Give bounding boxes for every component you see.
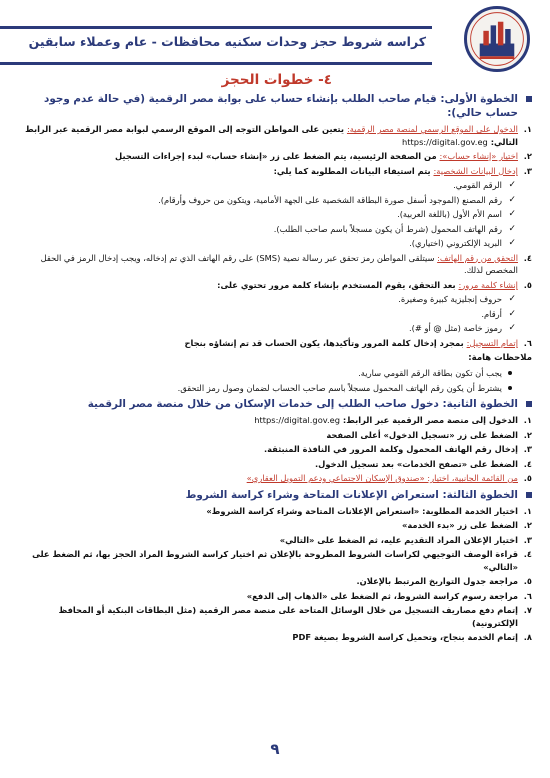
step1-item-1: ١. الدخول على الموقع الرسمي لمنصة مصر الرقمية: يتعين على المواطن التوجه إلى الموقع الرسمي لبوابة مصر الرقمية عبر الرابط التالي: https://digital.gov.eg [25, 124, 532, 147]
step3-item-4: ٤. قراءة الوصف التوجيهي لكراسات الشروط المطروحة بالإعلان ثم اختيار كراسة الشروط المراد الحجز بها، ثم الضغط على «التالي» [32, 549, 532, 572]
step1-item-6: ٦. إتمام التسجيل: بمجرد إدخال كلمة المرور وتأكيدها، يكون الحساب قد تم إنشاؤه بنجاح [184, 337, 532, 348]
check-icon: ✓ [508, 223, 516, 234]
square-bullet-icon [526, 96, 532, 102]
check-item: ✓ اسم الأم الأول (باللغة العربية). [397, 209, 516, 219]
check-item: ✓ رقم المصنع (الموجود أسفل صورة البطاقة الشخصية على الجهة الأمامية، ويتكون من حروف وأرقام). [158, 194, 516, 205]
check-item: ✓ حروف إنجليزية كبيرة وصغيرة. [398, 294, 516, 304]
step1-item-5: ٥. إنشاء كلمة مرور: بعد التحقق، يقوم المستخدم بإنشاء كلمة مرور تحتوي على: [217, 279, 532, 290]
notes-heading: ملاحظات هامة: [468, 353, 532, 363]
page-content [18, 72, 532, 644]
bullet-dot-icon [508, 386, 512, 390]
check-icon: ✓ [508, 323, 516, 333]
step1-item-4: ٤. التحقق من رقم الهاتف: سيتلقى المواطن رمز تحقق عبر رسالة نصية (SMS) على رقم الهاتف الذي تم إدخاله، ويجب إدخال الرمز في الحقل المخصص لذلك. [40, 252, 532, 275]
page-number: ٩ [270, 740, 280, 758]
check-item: ✓ رموز خاصة (مثل @ أو #). [409, 323, 516, 333]
step3-heading: الخطوة الثالثة: استعراض الإعلانات المتاحة وشراء كراسة الشروط [18, 488, 532, 502]
step3-item-3: ٣. اختيار الإعلان المراد التقديم عليه، ثم الضغط على «التالي» [279, 534, 532, 545]
check-icon: ✓ [508, 194, 516, 205]
step2-item-5: ٥. من القائمة الجانبية، اختيار: «صندوق الإسكان الاجتماعي ودعم التمويل العقاري» [246, 473, 532, 483]
check-icon: ✓ [508, 209, 516, 219]
check-icon: ✓ [508, 180, 516, 190]
note-item: يشترط أن يكون رقم الهاتف المحمول مسجلاً باسم صاحب الحساب لضمان وصول رمز التحقق. [18, 382, 532, 395]
step3-item-6: ٦. مراجعة رسوم كراسة الشروط، ثم الضغط على «الذهاب إلى الدفع» [246, 590, 532, 601]
check-item: ✓ رقم الهاتف المحمول (شرط أن يكون مسجلاً باسم صاحب الطلب). [273, 223, 516, 234]
header-rule-bottom [0, 62, 432, 65]
digital-gov-link[interactable]: https://digital.gov.eg [402, 136, 488, 147]
check-item: ✓ البريد الإلكتروني (اختياري). [409, 238, 516, 248]
step3-item-8: ٨. إتمام الخدمة بنجاح، وتحميل كراسة الشروط بصيغة PDF [292, 632, 532, 642]
step2-item-2: ٢. الضغط على زر «تسجيل الدخول» أعلى الصفحة [326, 429, 532, 440]
check-icon: ✓ [508, 238, 516, 248]
header-rule-top [0, 26, 432, 29]
step1-heading: الخطوة الأولى: قيام صاحب الطلب بإنشاء حساب على بوابة مصر الرقمية (في حالة عدم وجود حساب حالي): [18, 92, 532, 120]
digital-gov-link[interactable]: https://digital.gov.eg [254, 415, 341, 425]
step2-item-3: ٣. إدخال رقم الهاتف المحمول وكلمة المرور في النافذة المنبثقة. [263, 444, 532, 454]
step2-item-1: ١. الدخول إلى منصة مصر الرقمية عبر الرابط: https://digital.gov.eg [254, 415, 532, 425]
section-title: ٤- خطوات الحجز [221, 72, 332, 88]
step1-item-3: ٣. إدخال البيانات الشخصية: يتم استيفاء البيانات المطلوبة كما يلي: [273, 165, 532, 176]
step3-item-1: ١. اختيار الخدمة المطلوبة: «استعراض الإعلانات المتاحة وشراء كراسة الشروط» [206, 505, 532, 516]
note-item: يجب أن تكون بطاقة الرقم القومي سارية. [18, 367, 532, 380]
step3-item-2: ٢. الضغط على زر «بدء الخدمة» [401, 520, 532, 530]
step1-item-2: ٢. اختيار «إنشاء حساب»: من الصفحة الرئيسية، يتم الضغط على زر «إنشاء حساب» لبدء إجراءات التسجيل [115, 151, 532, 161]
square-bullet-icon [526, 492, 532, 498]
step3-item-7: ٧. إتمام دفع مصاريف التسجيل من خلال الوسائل المتاحة على منصة مصر الرقمية (مثل البطاقات البنكية أو المحافظ الإلكترونية) [58, 605, 532, 628]
check-icon: ✓ [508, 294, 516, 304]
ministry-logo-icon [464, 6, 530, 72]
check-item: ✓ الرقم القومي. [453, 180, 516, 190]
header-title: كراسه شروط حجز وحدات سكنيه محافظات - عام وعملاء سابقين [28, 34, 426, 49]
bullet-dot-icon [508, 371, 512, 375]
step2-heading: الخطوة الثانية: دخول صاحب الطلب إلى خدمات الإسكان من خلال منصة مصر الرقمية [18, 397, 532, 411]
check-icon: ✓ [508, 308, 516, 319]
square-bullet-icon [526, 401, 532, 407]
step3-item-5: ٥. مراجعة جدول التواريخ المرتبط بالإعلان. [356, 576, 532, 586]
step2-item-4: ٤. الضغط على «تصفح الخدمات» بعد تسجيل الدخول. [315, 458, 532, 469]
check-item: ✓ أرقام. [481, 308, 516, 319]
